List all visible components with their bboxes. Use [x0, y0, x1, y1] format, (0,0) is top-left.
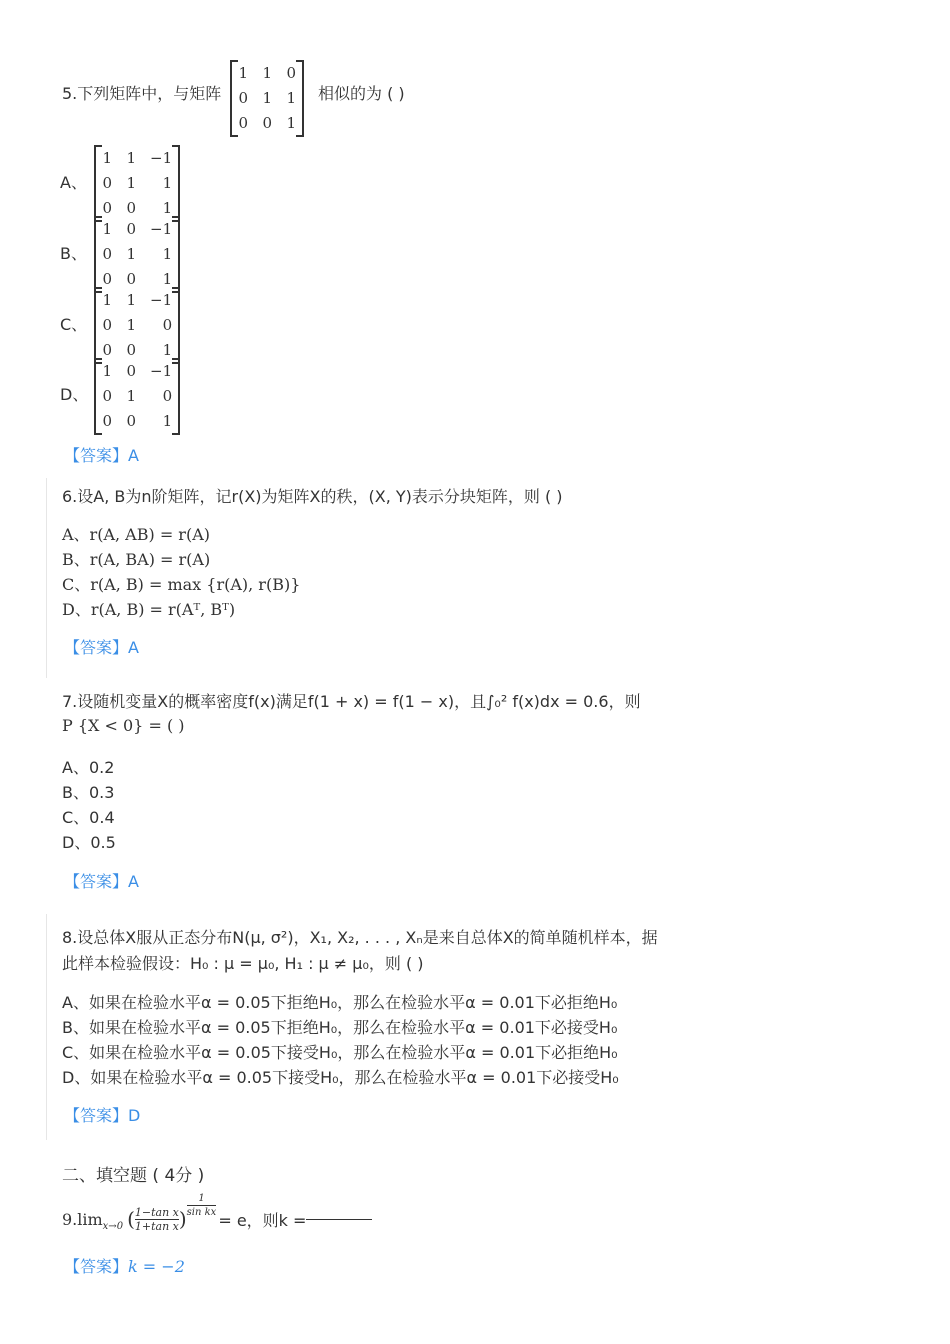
- matrix-cell: 1: [162, 245, 173, 263]
- matrix-cell: 0: [126, 220, 136, 238]
- matrix-cell: 0: [126, 341, 136, 359]
- q9-frac-num: 1−tan x: [134, 1205, 179, 1219]
- matrix-cell: 0: [126, 270, 136, 288]
- matrix-bracket-left: [96, 287, 102, 289]
- q7-option-b: B、0.3: [62, 783, 115, 802]
- matrix-cell: 1: [262, 89, 272, 107]
- matrix-cell: 1: [238, 64, 248, 82]
- matrix-body: [230, 60, 304, 137]
- q7-option-c: C、0.4: [62, 808, 115, 827]
- q6-stem: 6.设A, B为n阶矩阵，记r(X)为矩阵X的秩，(X, Y)表示分块矩阵，则 ( ): [62, 487, 563, 506]
- q5-option-c-matrix: [94, 287, 180, 364]
- q5-option-b-matrix: [94, 216, 180, 293]
- matrix-bracket-left: [96, 433, 102, 435]
- matrix-bracket-right: [172, 358, 178, 360]
- matrix-bracket-left: [96, 358, 102, 360]
- q7-stem-line1: 7.设随机变量X的概率密度f(x)满足f(1 + x) = f(1 − x)，且∫₀² f(x)dx = 0.6，则: [62, 692, 641, 711]
- q5-option-a-matrix: [94, 145, 180, 222]
- matrix-cell: 1: [102, 362, 112, 380]
- q8-option-c: C、如果在检验水平α = 0.05下接受H₀，那么在检验水平α = 0.01下必拒绝H₀: [62, 1043, 618, 1062]
- q6-answer: 【答案】A: [64, 638, 139, 657]
- matrix-cell: 1: [126, 245, 136, 263]
- q6-option-c: C、r(A, B) = max {r(A), r(B)}: [62, 575, 301, 594]
- q5-option-d-label: D、: [60, 385, 89, 404]
- q6-option-b: B、r(A, BA) = r(A): [62, 550, 211, 569]
- q9-answer-value: k = −2: [128, 1257, 185, 1276]
- matrix-cell: 1: [102, 149, 112, 167]
- matrix-cell: 0: [102, 387, 112, 405]
- matrix-body: [94, 145, 180, 222]
- matrix-cell: 1: [102, 291, 112, 309]
- q6-option-a: A、r(A, AB) = r(A): [62, 525, 210, 544]
- matrix-cell: 1: [126, 387, 136, 405]
- matrix-bracket-right: [172, 216, 178, 218]
- q7-answer: 【答案】A: [64, 872, 139, 891]
- q8-option-d: D、如果在检验水平α = 0.05下接受H₀，那么在检验水平α = 0.01下必接受H₀: [62, 1068, 619, 1087]
- matrix-bracket-right: [172, 145, 178, 147]
- q9-lim-sub: x→0: [102, 1221, 124, 1232]
- q9-exponent: [187, 1192, 217, 1219]
- q9-fraction: [135, 1206, 179, 1233]
- q9-exp-den: sin kx: [186, 1207, 217, 1218]
- q5-option-d-matrix: [94, 358, 180, 435]
- matrix-cell: 1: [262, 64, 272, 82]
- matrix-cell: 1: [126, 149, 136, 167]
- matrix-cell: 0: [102, 316, 112, 334]
- matrix-cell: 1: [126, 316, 136, 334]
- q6-side-bar: [46, 478, 47, 678]
- matrix-cell: 0: [162, 387, 173, 405]
- matrix-cell: 1: [286, 89, 296, 107]
- matrix-cell: −1: [150, 220, 173, 238]
- q7-option-a: A、0.2: [62, 758, 115, 777]
- matrix-cell: 1: [162, 341, 173, 359]
- q5-answer: 【答案】A: [64, 446, 139, 465]
- q9-paren-close: ): [178, 1207, 187, 1231]
- q5-option-b-label: B、: [60, 244, 87, 263]
- q9-stem: [62, 1193, 372, 1242]
- matrix-cell: 0: [162, 316, 173, 334]
- matrix-cell: 1: [286, 114, 296, 132]
- matrix-bracket-right: [172, 287, 178, 289]
- q8-side-bar: [46, 914, 47, 1140]
- q9-answer: [64, 1254, 185, 1277]
- q9-frac-den: 1+tan x: [134, 1219, 179, 1233]
- q9-exp-num: 1: [187, 1192, 217, 1206]
- matrix-body: [94, 358, 180, 435]
- matrix-cell: 1: [162, 174, 173, 192]
- matrix-cell: 0: [262, 114, 272, 132]
- q9-paren-open: (: [127, 1207, 135, 1231]
- q8-answer: 【答案】D: [64, 1106, 141, 1125]
- matrix-cell: 0: [102, 199, 112, 217]
- q5-stem: [62, 82, 221, 106]
- matrix-cell: 0: [102, 341, 112, 359]
- matrix-bracket-left: [232, 60, 238, 62]
- q8-option-a: A、如果在检验水平α = 0.05下拒绝H₀，那么在检验水平α = 0.01下必拒绝H₀: [62, 993, 618, 1012]
- matrix-cell: 1: [162, 270, 173, 288]
- matrix-cell: 0: [238, 89, 248, 107]
- matrix-cell: 0: [126, 412, 136, 430]
- q5-suffix: 相似的为 ( ): [318, 84, 405, 103]
- matrix-cell: −1: [150, 291, 173, 309]
- q8-option-b: B、如果在检验水平α = 0.05下拒绝H₀，那么在检验水平α = 0.01下必接受H₀: [62, 1018, 618, 1037]
- matrix-cell: 0: [126, 362, 136, 380]
- section-2-title: 二、填空题 ( 4分 ): [62, 1166, 205, 1186]
- matrix-cell: 1: [126, 291, 136, 309]
- matrix-bracket-left: [232, 135, 238, 137]
- q8-stem-line1: 8.设总体X服从正态分布N(μ, σ²)，X₁, X₂, . . . , Xₙ是来自总体X的简单随机样本，据: [62, 928, 658, 947]
- matrix-bracket-right: [172, 433, 178, 435]
- q6-option-d: D、r(A, B) = r(Aᵀ, Bᵀ): [62, 600, 236, 619]
- matrix-cell: 1: [162, 199, 173, 217]
- matrix-cell: 0: [102, 412, 112, 430]
- q9-lim: 9.lim: [62, 1209, 103, 1229]
- q9-suffix: = e，则k =: [218, 1210, 307, 1230]
- matrix-bracket-left: [96, 145, 102, 147]
- matrix-cell: 0: [102, 245, 112, 263]
- matrix-cell: 1: [162, 412, 173, 430]
- matrix-cell: 1: [126, 174, 136, 192]
- matrix-cell: −1: [150, 149, 173, 167]
- matrix-bracket-right: [296, 60, 302, 62]
- q5-prefix: 5.下列矩阵中，与矩阵: [62, 84, 222, 103]
- matrix-cell: 0: [102, 270, 112, 288]
- q7-option-d: D、0.5: [62, 833, 116, 852]
- matrix-body: [94, 287, 180, 364]
- q7-stem-line2: P {X < 0} = ( ): [62, 716, 185, 735]
- matrix-cell: 0: [238, 114, 248, 132]
- matrix-bracket-left: [96, 216, 102, 218]
- matrix-cell: 1: [102, 220, 112, 238]
- q9-blank[interactable]: [306, 1219, 372, 1220]
- q5-option-a-label: A、: [60, 173, 87, 192]
- matrix-cell: 0: [286, 64, 296, 82]
- q8-stem-line2: 此样本检验假设：H₀ : μ = μ₀, H₁ : μ ≠ μ₀，则 ( ): [62, 954, 424, 973]
- matrix-cell: 0: [126, 199, 136, 217]
- q9-answer-label: 【答案】: [64, 1257, 129, 1276]
- matrix-cell: 0: [102, 174, 112, 192]
- matrix-bracket-right: [296, 135, 302, 137]
- q5-option-c-label: C、: [60, 315, 88, 334]
- q5-main-matrix: [230, 60, 304, 137]
- matrix-cell: −1: [150, 362, 173, 380]
- matrix-body: [94, 216, 180, 293]
